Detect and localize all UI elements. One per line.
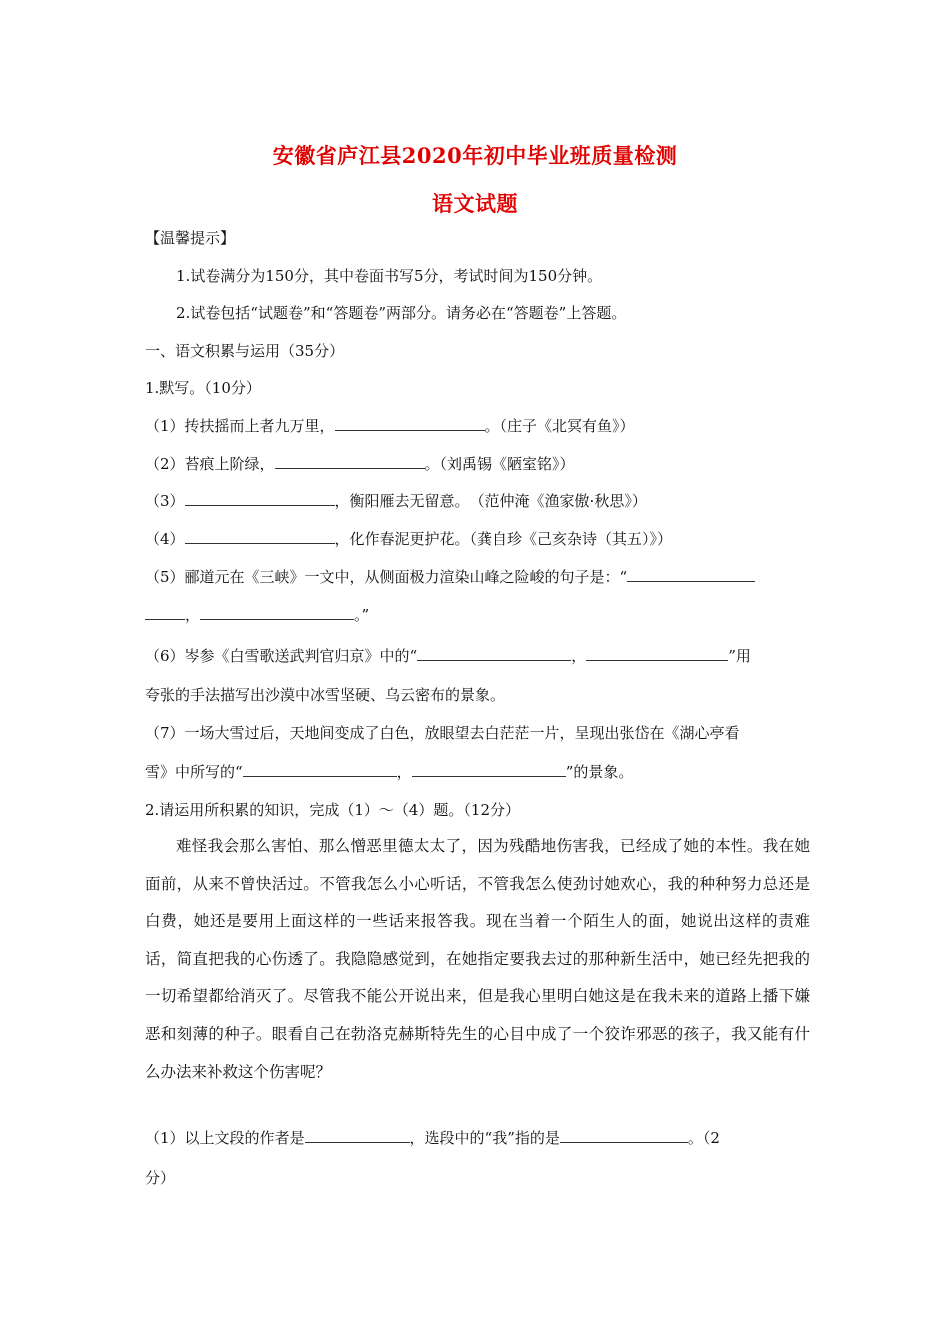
tips-header: 【温馨提示】 xyxy=(145,229,236,247)
answer-blank[interactable] xyxy=(335,416,485,431)
question-1-item-5-cont: ， 。” xyxy=(145,605,810,625)
tip-2: 2.试卷包括“试题卷”和“答题卷”两部分。请务必在“答题卷”上答题。 xyxy=(176,304,627,322)
question-1-heading: 1.默写。（10分） xyxy=(145,379,261,397)
section-heading: 一、语文积累与运用（35分） xyxy=(145,342,345,360)
answer-blank[interactable] xyxy=(185,529,335,544)
answer-blank[interactable] xyxy=(275,454,425,469)
answer-blank[interactable] xyxy=(412,762,566,777)
reading-passage: 难怪我会那么害怕、那么憎恶里德太太了，因为残酷地伤害我，已经成了她的本性。我在她面前，从来不曾快活过。不管我怎么小心听话，不管我怎么使劲讨她欢心，我的种种努力总还是白费，她还是要用上面这样的一些话来报答我。现在当着一个陌生人的面，她说出这样的责难话，简直把我的心伤透了。我隐隐感觉到，在她指定要我去过的那种新生活中，她已经先把我的一切希望都给消灭了。尽管我不能公开说出来，但是我心里明白她这是在我未来的道路上播下嫌恶和刻薄的种子。眼看自己在勃洛克赫斯特先生的心目中成了一个狡诈邪恶的孩子，我又能有什么办法来补救这个伤害呢？ xyxy=(145,837,810,1081)
question-1-item-2: （2）苔痕上阶绿， 。（刘禹锡《陋室铭》） xyxy=(145,455,575,473)
question-2-sub-1-cont: 分） xyxy=(145,1169,176,1187)
answer-blank[interactable] xyxy=(627,567,755,582)
question-1-item-1: （1）抟扶摇而上者九万里， 。（庄子《北冥有鱼》） xyxy=(145,417,635,435)
answer-blank[interactable] xyxy=(200,605,354,620)
question-1-item-4: （4） ，化作春泥更护花。（龚自珍《己亥杂诗（其五）》） xyxy=(145,530,673,548)
answer-blank[interactable] xyxy=(305,1128,410,1143)
question-1-item-5: （5）郦道元在《三峡》一文中，从侧面极力渲染山峰之险峻的句子是：“ xyxy=(145,567,810,587)
answer-blank[interactable] xyxy=(417,646,571,661)
question-1-item-7: （7）一场大雪过后，天地间变成了白色，放眼望去白茫茫一片，呈现出张岱在《湖心亭看 xyxy=(145,724,740,742)
answer-blank[interactable] xyxy=(243,762,397,777)
tip-1: 1.试卷满分为150分，其中卷面书写5分，考试时间为150分钟。 xyxy=(176,267,603,285)
question-1-item-3: （3） ，衡阳雁去无留意。 （范仲淹《渔家傲·秋思》） xyxy=(145,492,647,510)
question-1-item-7-cont: 雪》中所写的“ ， ”的景象。 xyxy=(145,763,634,781)
question-2-sub-1: （1）以上文段的作者是 ，选段中的“我”指的是 。（2 xyxy=(145,1129,720,1147)
page-subtitle: 语文试题 xyxy=(432,191,518,216)
question-2-heading: 2.请运用所积累的知识，完成（1）～（4）题。（12分） xyxy=(145,801,520,819)
page-title: 安徽省庐江县2020年初中毕业班质量检测 xyxy=(272,143,678,168)
answer-blank[interactable] xyxy=(586,646,728,661)
question-1-item-6-cont: 夸张的手法描写出沙漠中冰雪坚硬、乌云密布的景象。 xyxy=(145,686,506,704)
answer-blank[interactable] xyxy=(560,1128,688,1143)
question-1-item-6: （6）岑参《白雪歌送武判官归京》中的“ ， ”用 xyxy=(145,647,751,665)
answer-blank[interactable] xyxy=(145,605,185,620)
answer-blank[interactable] xyxy=(185,491,335,506)
